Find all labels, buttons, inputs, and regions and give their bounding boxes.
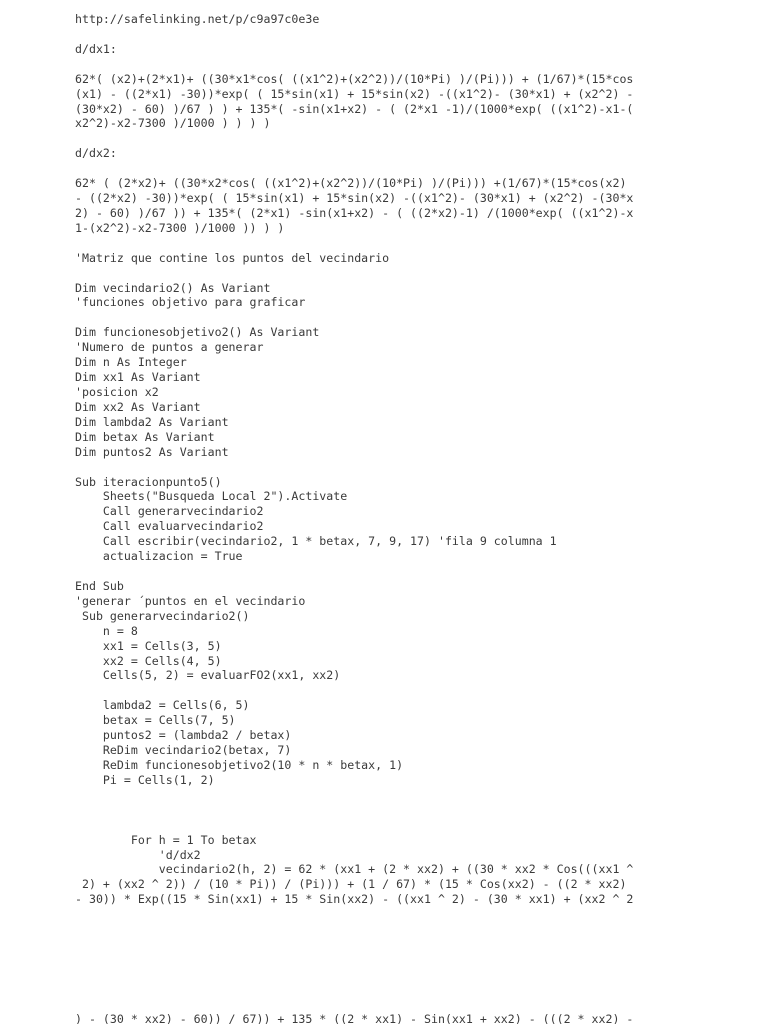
text-line: vecindario2(h, 2) = 62 * (xx1 + (2 * xx2) + ((30 * xx2 * Cos(((xx1 ^ xyxy=(75,862,634,877)
text-line: 2) + (xx2 ^ 2)) / (10 * Pi)) / (Pi))) + (1 / 67) * (15 * Cos(xx2) - ((2 * xx2) xyxy=(75,877,627,892)
text-line: d/dx2: xyxy=(75,146,117,161)
text-line: Call generarvecindario2 xyxy=(75,504,264,519)
text-line: 62*( (x2)+(2*x1)+ ((30*x1*cos( ((x1^2)+(x2^2))/(10*Pi) )/(Pi))) + (1/67)*(15*cos xyxy=(75,71,634,86)
text-line: 'generar ´puntos en el vecindario xyxy=(75,593,306,608)
text-line: Dim n As Integer xyxy=(75,355,187,370)
text-line: 'funciones objetivo para graficar xyxy=(75,295,306,310)
text-line: Dim betax As Variant xyxy=(75,429,215,444)
text-line: - 30)) * Exp((15 * Sin(xx1) + 15 * Sin(xx2) - ((xx1 ^ 2) - (30 * xx1) + (xx2 ^ 2 xyxy=(75,892,634,907)
text-line: Cells(5, 2) = evaluarFO2(xx1, xx2) xyxy=(75,668,341,683)
text-line: (x1) - ((2*x1) -30))*exp( ( 15*sin(x1) + 15*sin(x2) -((x1^2)- (30*x1) + (x2^2) - xyxy=(75,86,634,101)
text-line: (30*x2) - 60) )/67 ) ) + 135*( -sin(x1+x2) - ( (2*x1 -1)/(1000*exp( ((x1^2)-x1-( xyxy=(75,101,634,116)
text-line: ReDim funcionesobjetivo2(10 * n * betax, 1) xyxy=(75,758,404,772)
text-line: lambda2 = Cells(6, 5) xyxy=(75,698,250,713)
text-line: 2) - 60) )/67 )) + 135*( (2*x1) -sin(x1+x2) - ( ((2*x2)-1) /(1000*exp( ((x1^2)-x xyxy=(75,205,634,220)
text-line: Dim lambda2 As Variant xyxy=(75,414,229,429)
text-line: 'Numero de puntos a generar xyxy=(75,340,264,355)
text-line: 62* ( (2*x2)+ ((30*x2*cos( ((x1^2)+(x2^2))/(10*Pi) )/(Pi))) +(1/67)*(15*cos(x2) xyxy=(75,176,627,191)
text-line: Call evaluarvecindario2 xyxy=(75,519,264,534)
text-line: Dim puntos2 As Variant xyxy=(75,444,229,459)
text-line: 1-(x2^2)-x2-7300 )/1000 )) ) ) xyxy=(75,220,285,235)
text-line: betax = Cells(7, 5) xyxy=(75,713,236,728)
text-line: Sub iteracionpunto5() xyxy=(75,474,222,489)
text-line: n = 8 xyxy=(75,623,138,638)
text-line: Dim vecindario2() As Variant xyxy=(75,280,271,295)
text-line: http://safelinking.net/p/c9a97c0e3e xyxy=(75,12,320,26)
text-line: Sub generarvecindario2() xyxy=(75,608,250,623)
text-line: xx2 = Cells(4, 5) xyxy=(75,653,222,668)
text-line: puntos2 = (lambda2 / betax) xyxy=(75,728,292,743)
text-line: Call escribir(vecindario2, 1 * betax, 7, 9, 17) 'fila 9 columna 1 xyxy=(75,534,557,549)
text-line: d/dx1: xyxy=(75,41,117,56)
text-line: Pi = Cells(1, 2) xyxy=(75,772,215,787)
text-line: actualizacion = True xyxy=(75,549,243,564)
text-line: 'posicion x2 xyxy=(75,385,159,399)
text-line: End Sub xyxy=(75,578,124,593)
text-line: - ((2*x2) -30))*exp( ( 15*sin(x1) + 15*sin(x2) -((x1^2)- (30*x1) + (x2^2) -(30*x xyxy=(75,191,634,206)
text-line: 'Matriz que contine los puntos del vecindario xyxy=(75,250,390,265)
text-line: Dim funcionesobjetivo2() As Variant xyxy=(75,325,320,340)
text-line: For h = 1 To betax xyxy=(75,832,257,847)
text-line: xx1 = Cells(3, 5) xyxy=(75,638,222,653)
text-line: Dim xx2 As Variant xyxy=(75,399,201,414)
text-line: ) - (30 * xx2) - 60)) / 67)) + 135 * ((2 * xx1) - Sin(xx1 + xx2) - (((2 * xx2) - xyxy=(75,1011,634,1024)
text-line: x2^2)-x2-7300 )/1000 ) ) ) ) xyxy=(75,116,271,131)
text-line: Dim xx1 As Variant xyxy=(75,370,201,385)
text-line: Sheets("Busqueda Local 2").Activate xyxy=(75,489,348,504)
text-line: 'd/dx2 xyxy=(75,847,201,862)
text-line: ReDim vecindario2(betax, 7) xyxy=(75,743,292,758)
